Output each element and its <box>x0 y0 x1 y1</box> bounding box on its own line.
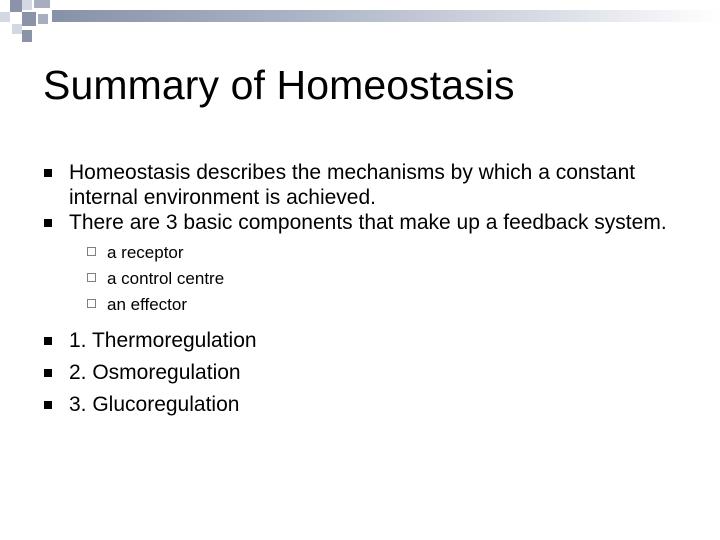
decor-square <box>0 12 10 22</box>
header-gradient-bar <box>52 10 720 22</box>
filled-square-bullet-icon <box>44 401 52 409</box>
sub-bullet-text: a receptor <box>107 243 184 262</box>
hollow-square-bullet-icon <box>87 247 96 256</box>
bullet-text: 1. Thermoregulation <box>69 329 257 352</box>
bullet-item <box>43 325 693 357</box>
sub-bullet-item <box>87 266 693 292</box>
decor-square <box>34 0 50 8</box>
bullet-item <box>43 210 693 235</box>
decor-square <box>22 0 32 10</box>
bullet-item <box>43 389 693 421</box>
decor-square <box>22 12 36 26</box>
decor-square <box>10 0 22 12</box>
bullet-item <box>43 357 693 389</box>
top-decoration <box>0 0 720 45</box>
bullet-item <box>43 160 693 210</box>
bullet-text: 2. Osmoregulation <box>69 361 241 384</box>
slide-title: Summary of Homeostasis <box>43 62 515 108</box>
slide-content <box>43 160 693 421</box>
sub-bullet-text: a control centre <box>107 269 225 288</box>
bullet-text: Homeostasis describes the mechanisms by which a constant internal environment is achieved. <box>69 161 636 209</box>
filled-square-bullet-icon <box>44 369 52 377</box>
filled-square-bullet-icon <box>44 169 52 177</box>
decor-square <box>38 14 48 24</box>
decor-square <box>12 24 22 34</box>
filled-square-bullet-icon <box>44 219 52 227</box>
sub-bullet-item <box>87 292 693 318</box>
bullet-text: 3. Glucoregulation <box>69 393 240 416</box>
hollow-square-bullet-icon <box>87 273 96 282</box>
decor-square <box>22 30 32 42</box>
sub-bullet-text: an effector <box>107 295 188 314</box>
sub-bullet-item <box>87 240 693 266</box>
filled-square-bullet-icon <box>44 337 52 345</box>
hollow-square-bullet-icon <box>87 299 96 308</box>
bullet-text: There are 3 basic components that make up a feedback system. <box>69 211 667 234</box>
sub-bullet-list <box>43 240 693 318</box>
